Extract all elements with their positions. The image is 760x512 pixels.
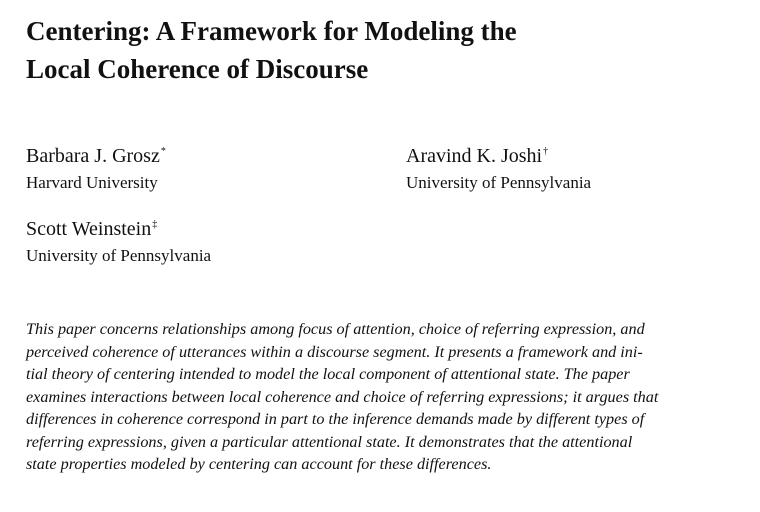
author-footnote-mark: ‡ bbox=[152, 219, 158, 231]
paper-title bbox=[26, 12, 746, 88]
abstract-line: referring expressions, given a particular attentional state. It demonstrates that the attentional bbox=[26, 432, 633, 451]
abstract-line: differences in coherence correspond in part to the inference demands made by different types of bbox=[26, 410, 645, 428]
author-name-text: Scott Weinstein bbox=[26, 218, 152, 240]
author-name-text: Barbara J. Grosz bbox=[26, 145, 160, 167]
author-name bbox=[26, 144, 166, 168]
author-block-joshi bbox=[406, 144, 591, 194]
abstract-line: perceived coherence of utterances within a discourse segment. It presents a framework and ini- bbox=[26, 342, 643, 361]
title-line-1: Centering: A Framework for Modeling the bbox=[26, 16, 517, 46]
author-footnote-mark: * bbox=[160, 146, 166, 158]
author-affiliation: University of Pennsylvania bbox=[406, 173, 592, 192]
author-footnote-mark: † bbox=[543, 146, 549, 158]
title-line-2: Local Coherence of Discourse bbox=[26, 54, 369, 84]
abstract-line: state properties modeled by centering can account for these differences. bbox=[26, 455, 492, 473]
abstract-line: tial theory of centering intended to model the local component of attentional state. The paper bbox=[26, 365, 630, 383]
abstract bbox=[26, 318, 742, 476]
author-name bbox=[26, 217, 211, 241]
author-affiliation: University of Pennsylvania bbox=[26, 246, 212, 265]
author-name-text: Aravind K. Joshi bbox=[406, 145, 543, 167]
author-block-grosz bbox=[26, 144, 166, 194]
author-name bbox=[406, 144, 591, 168]
author-block-weinstein bbox=[26, 217, 211, 267]
abstract-line: examines interactions between local coherence and choice of referring expressions; it argues that bbox=[26, 387, 659, 406]
abstract-line: This paper concerns relationships among focus of attention, choice of referring expression, and bbox=[26, 320, 645, 338]
author-affiliation: Harvard University bbox=[26, 173, 158, 192]
